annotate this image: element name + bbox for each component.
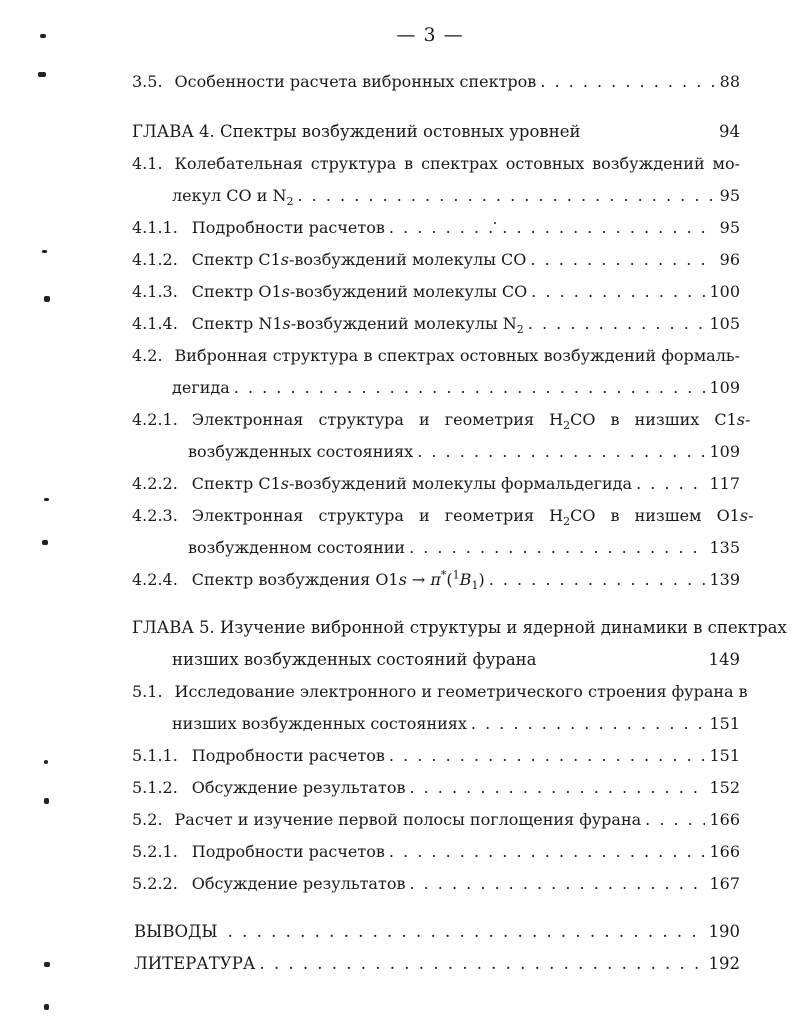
toc-entry-5-1[interactable] (132, 682, 748, 702)
entry-number: 4.1.3. (132, 282, 178, 301)
entry-page: 151 (709, 746, 740, 765)
dot-leader (409, 874, 705, 894)
scan-speck (494, 222, 496, 224)
toc-entry-4-2-2[interactable] (132, 474, 740, 494)
toc-entry-chapter-5[interactable] (132, 618, 787, 638)
entry-title: ВЫВОДЫ (134, 922, 218, 941)
toc-entry-3-5[interactable] (132, 72, 740, 92)
dot-leader (389, 218, 716, 238)
entry-number: 4.1. (132, 154, 163, 173)
entry-title: Спектр N1s-возбуждений молекулы $N_2$ (191, 314, 524, 337)
entry-title-line1: Электронная структура и геометрия $H_2CO$ в низшем O1s- (191, 506, 754, 529)
scan-speck (38, 72, 46, 77)
toc-entry-5-1-2[interactable] (132, 778, 740, 798)
entry-title: Спектр C1s-возбуждений молекулы CO (191, 250, 527, 269)
toc-entry-4-1-3[interactable] (132, 282, 740, 302)
entry-page: 109 (709, 442, 740, 461)
entry-page: 166 (709, 842, 740, 861)
entry-title-line2: дегида (172, 378, 230, 397)
scan-speck (44, 296, 50, 302)
toc-entry-chapter-4[interactable] (132, 122, 740, 142)
dot-leader (528, 314, 706, 334)
dot-leader (389, 746, 706, 766)
toc-entry-5-2-1[interactable] (132, 842, 740, 862)
toc-entry-4-2-1[interactable] (132, 410, 751, 433)
entry-page: 152 (709, 778, 740, 797)
entry-title: ЛИТЕРАТУРА (134, 954, 256, 973)
entry-number: 4.2.2. (132, 474, 178, 493)
toc-entry-4-2-4[interactable] (132, 568, 740, 593)
entry-title: Подробности расчетов (191, 842, 385, 861)
dot-leader (228, 922, 705, 942)
scan-speck (42, 250, 47, 253)
entry-page: 167 (709, 874, 740, 893)
toc-entry-5-2[interactable] (132, 810, 740, 830)
toc-entry-4-1-4[interactable] (132, 314, 740, 337)
entry-page: 166 (709, 810, 740, 829)
toc-entry-4-1-1[interactable] (132, 218, 740, 238)
dot-leader (417, 442, 705, 462)
entry-title: ГЛАВА 4. Спектры возбуждений остовных уровней (132, 122, 581, 141)
entry-page: 151 (709, 714, 740, 733)
entry-title-line1: ГЛАВА 5. Изучение вибронной структуры и ядерной динамики в спектрах (132, 618, 787, 637)
entry-title: Подробности расчетов (191, 218, 385, 237)
dot-leader (636, 474, 705, 494)
entry-title-line2: возбужденном состоянии (188, 538, 406, 557)
scan-speck (44, 962, 50, 967)
scan-speck (42, 540, 48, 545)
dot-leader (234, 378, 706, 398)
dot-leader (530, 250, 715, 270)
entry-title-line2: низших возбужденных состояниях (172, 714, 467, 733)
scan-speck (40, 34, 46, 38)
entry-page: 96 (719, 250, 740, 269)
entry-number: 5.1.2. (132, 778, 178, 797)
entry-title: Подробности расчетов (191, 746, 385, 765)
entry-page: 88 (719, 72, 740, 91)
entry-page: 105 (709, 314, 740, 333)
entry-number: 4.2.3. (132, 506, 178, 525)
entry-number: 5.1. (132, 682, 163, 701)
entry-number: 4.1.4. (132, 314, 178, 333)
toc-entry-4-2-1-cont[interactable] (188, 442, 740, 462)
dot-leader (389, 842, 706, 862)
entry-title: Обсуждение результатов (191, 778, 406, 797)
entry-title-line1: Исследование электронного и геометрического строения фурана в (174, 682, 748, 701)
toc-entry-4-1-cont[interactable] (172, 186, 740, 209)
scan-speck (44, 1004, 49, 1010)
entry-number: 5.2. (132, 810, 163, 829)
toc-entry-chapter-5-cont[interactable] (172, 650, 740, 670)
toc-entry-5-1-cont[interactable] (172, 714, 740, 734)
entry-page: 135 (709, 538, 740, 557)
toc-entry-4-2[interactable] (132, 346, 740, 366)
toc-entry-4-1-2[interactable] (132, 250, 740, 270)
entry-number: 4.1.2. (132, 250, 178, 269)
entry-title: Расчет и изучение первой полосы поглощения фурана (174, 810, 642, 829)
entry-title: Спектр C1s-возбуждений молекулы формальдегида (191, 474, 633, 493)
dot-leader (409, 538, 705, 558)
entry-page: 117 (709, 474, 740, 493)
dot-leader (409, 778, 705, 798)
entry-title-line2: возбужденных состояниях (188, 442, 414, 461)
entry-title-line2: низших возбужденных состояний фурана (172, 650, 537, 669)
toc-entry-4-1[interactable] (132, 154, 740, 174)
toc-entry-references[interactable] (134, 954, 740, 974)
dot-leader (471, 714, 706, 734)
dot-leader (259, 954, 704, 974)
entry-title-line1: Колебательная структура в спектрах остовных возбуждений мо- (174, 154, 740, 173)
entry-title-line1: Электронная структура и геометрия $H_2CO$ в низших C1s- (191, 410, 751, 433)
entry-title: Обсуждение результатов (191, 874, 406, 893)
scan-speck (44, 760, 48, 764)
entry-page: 190 (708, 922, 740, 941)
entry-number: 4.2.4. (132, 570, 178, 589)
entry-number: 5.1.1. (132, 746, 178, 765)
scan-speck (44, 798, 49, 804)
entry-number: 3.5. (132, 72, 163, 91)
entry-page: 94 (719, 122, 740, 141)
entry-title: Особенности расчета вибронных спектров (174, 72, 537, 91)
dot-leader (645, 810, 705, 830)
scan-speck (44, 498, 49, 501)
dot-leader (298, 186, 716, 206)
entry-page: 109 (709, 378, 740, 397)
entry-page: 100 (709, 282, 740, 301)
entry-title-line2: лекул CO и $N_2$ (172, 186, 294, 209)
entry-number: 4.2. (132, 346, 163, 365)
dot-leader (540, 72, 715, 92)
entry-page: 192 (708, 954, 740, 973)
entry-number: 4.2.1. (132, 410, 178, 429)
entry-title: Спектр возбуждения $O1s \to \pi^*(^1B_1)$ (191, 568, 485, 593)
entry-title: Спектр O1s-возбуждений молекулы CO (191, 282, 528, 301)
entry-page: 149 (708, 650, 740, 669)
entry-page: 95 (719, 218, 740, 237)
entry-page: 139 (709, 570, 740, 589)
page-number: — 3 — (396, 24, 464, 46)
toc-entry-4-2-3-cont[interactable] (188, 538, 740, 558)
toc-entry-4-2-3[interactable] (132, 506, 754, 529)
entry-number: 5.2.2. (132, 874, 178, 893)
entry-page: 95 (719, 186, 740, 205)
entry-number: 5.2.1. (132, 842, 178, 861)
dot-leader (531, 282, 705, 302)
toc-entry-5-1-1[interactable] (132, 746, 740, 766)
entry-number: 4.1.1. (132, 218, 178, 237)
entry-title-line1: Вибронная структура в спектрах остовных возбуждений формаль- (174, 346, 740, 365)
dot-leader (489, 570, 706, 590)
toc-entry-5-2-2[interactable] (132, 874, 740, 894)
toc-entry-4-2-cont[interactable] (172, 378, 740, 398)
toc-entry-conclusions[interactable] (134, 922, 740, 942)
